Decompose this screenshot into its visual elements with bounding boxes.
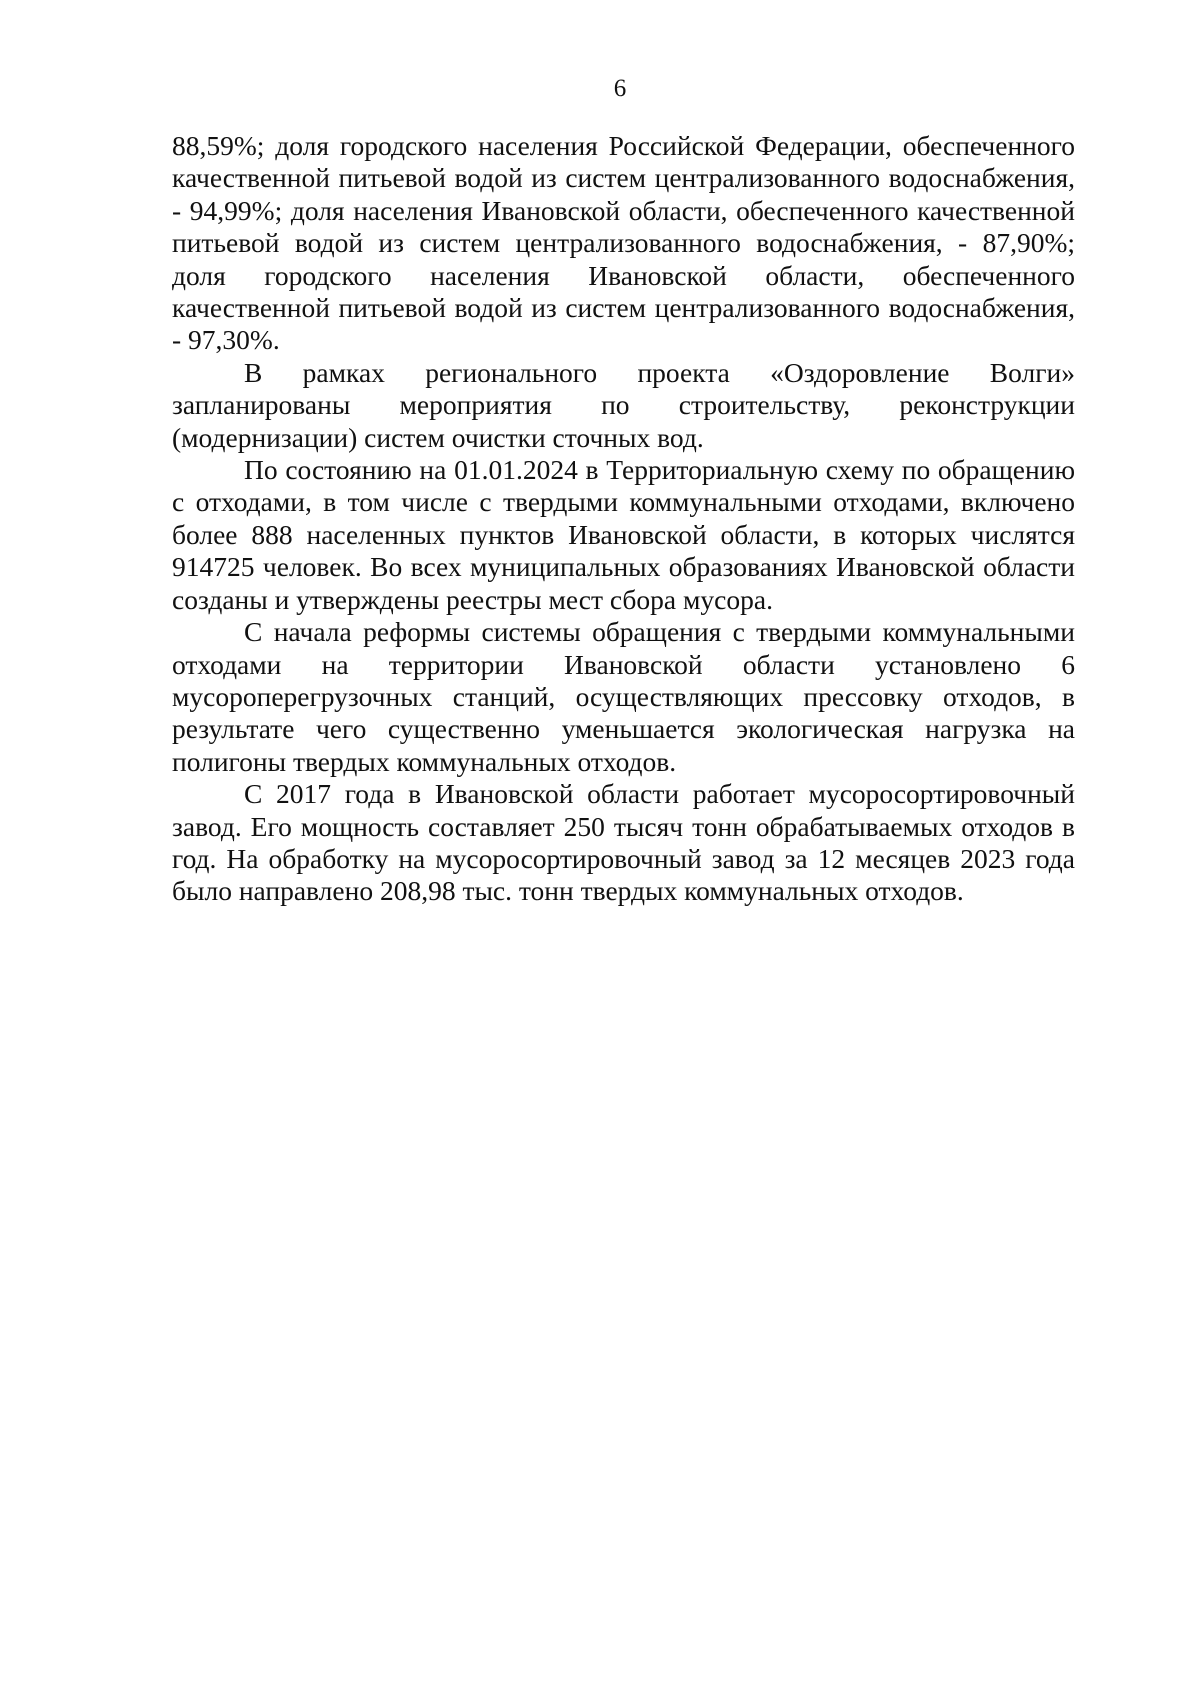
page-number: 6 [613, 75, 627, 102]
paragraph-waste-transfer-stations: С начала реформы системы обращения с твердыми коммунальными отходами на территории Ивановской области установлено 6 мусороперегрузочных станций, осуществляющих прессовку отходов, в результате чего существенно уменьшается экологическая нагрузка на полигоны твердых коммунальных отходов. [172, 616, 1075, 777]
paragraph-volga-project: В рамках регионального проекта «Оздоровление Волги» запланированы мероприятия по строительству, реконструкции (модернизации) систем очистки сточных вод. [172, 356, 1075, 453]
paragraph-territorial-scheme: По состоянию на 01.01.2024 в Территориальную схему по обращению с отходами, в том числе с твердыми коммунальными отходами, включено более 888 населенных пунктов Ивановской области, в которых числятся 914725 человек. Во всех муниципальных образованиях Ивановской области созданы и утверждены реестры мест сбора мусора. [172, 454, 1075, 615]
paragraph-water-supply-statistics: 88,59%; доля городского населения Российской Федерации, обеспеченного качественной питьевой водой из систем централизованного водоснабжения, - 94,99%; доля населения Ивановской области, обеспеченного качественной питьевой водой из систем централизованного водоснабжения, - 87,90%; доля городского населения Ивановской области, обеспеченного качественной питьевой водой из систем централизованного водоснабжения, - 97,30%. [172, 130, 1075, 356]
document-body [172, 130, 1075, 908]
paragraph-sorting-plant: С 2017 года в Ивановской области работает мусоросортировочный завод. Его мощность составляет 250 тысяч тонн обрабатываемых отходов в год. На обработку на мусоросортировочный завод за 12 месяцев 2023 года было направлено 208,98 тыс. тонн твердых коммунальных отходов. [172, 778, 1075, 907]
